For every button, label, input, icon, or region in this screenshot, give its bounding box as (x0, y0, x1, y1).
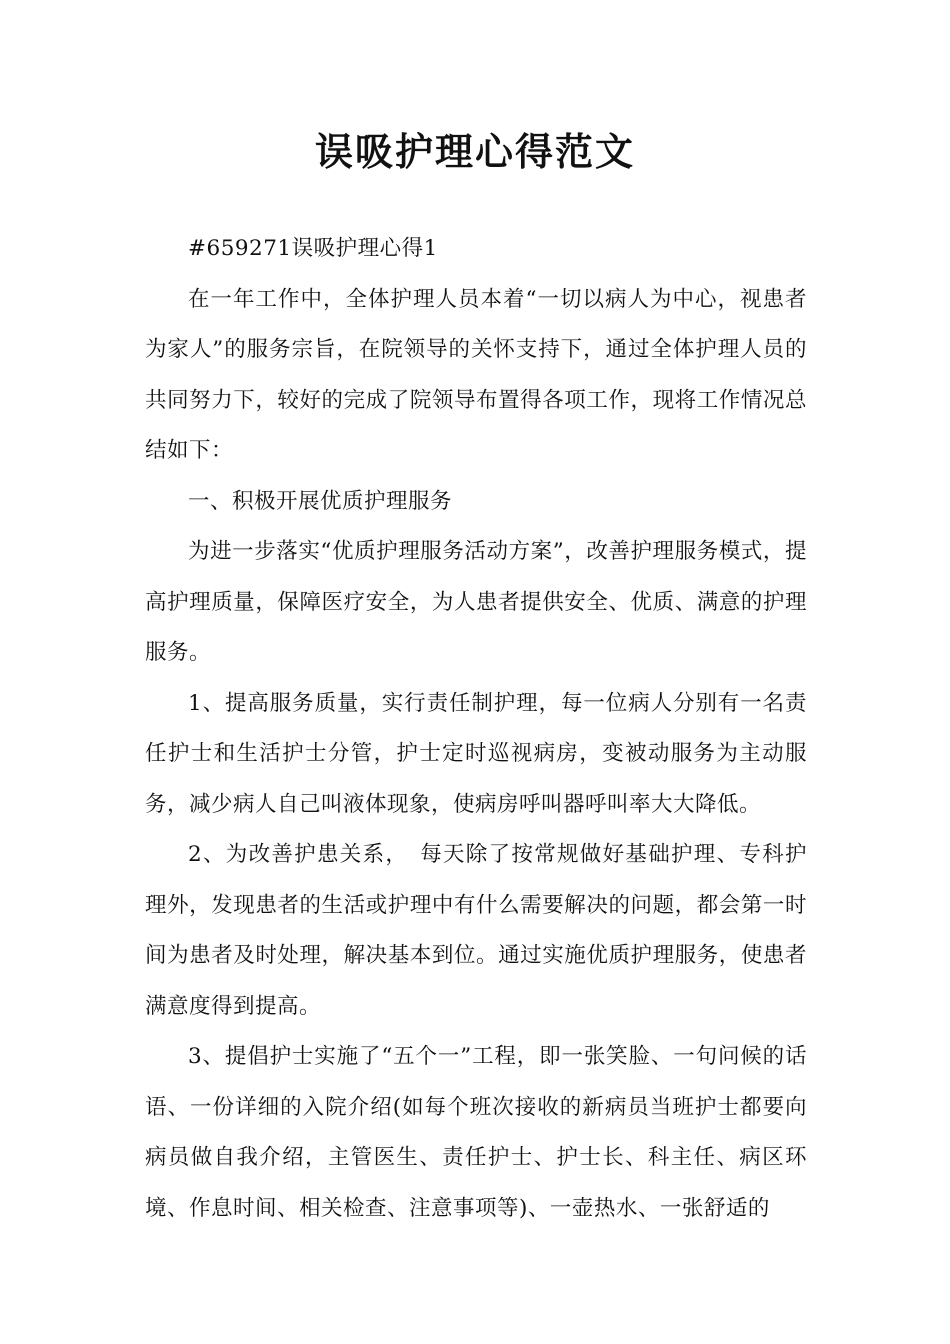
paragraph-section-intro: 为进一步落实“优质护理服务活动方案”，改善护理服务模式，提高护理质量，保障医疗安全，为人患者提供安全、优质、满意的护理服务。 (145, 539, 807, 665)
paragraph-item-1: 1、提高服务质量，实行责任制护理，每一位病人分别有一名责任护士和生活护士分管，护士定时巡视病房，变被动服务为主动服务，减少病人自己叫液体现象，使病房呼叫器呼叫率大大降低。 (145, 690, 807, 817)
document-title: 误吸护理心得范文 (314, 130, 635, 174)
document-body (145, 224, 807, 1234)
paragraph-heading-1: #659271误吸护理心得1 (188, 236, 438, 261)
paragraph-intro: 在一年工作中，全体护理人员本着“一切以病人为中心，视患者为家人”的服务宗旨，在院领导的关怀支持下，通过全体护理人员的共同努力下，较好的完成了院领导布置得各项工作，现将工作情况总结如下： (145, 286, 807, 463)
section-heading: 一、积极开展优质护理服务 (188, 488, 453, 514)
paragraph-item-3: 3、提倡护士实施了“五个一”工程，即一张笑脸、一句问候的话语、一份详细的入院介绍(如每个班次接收的新病员当班护士都要向病员做自我介绍，主管医生、责任护士、护士长、科主任、病区环境、作息时间、相关检查、注意事项等)、一壶热水、一张舒适的 (145, 1044, 807, 1221)
paragraph-item-2: 2、为改善护患关系， 每天除了按常规做好基础护理、专科护理外，发现患者的生活或护理中有什么需要解决的问题，都会第一时间为患者及时处理，解决基本到位。通过实施优质护理服务，使患者满意度得到提高。 (145, 842, 807, 1019)
